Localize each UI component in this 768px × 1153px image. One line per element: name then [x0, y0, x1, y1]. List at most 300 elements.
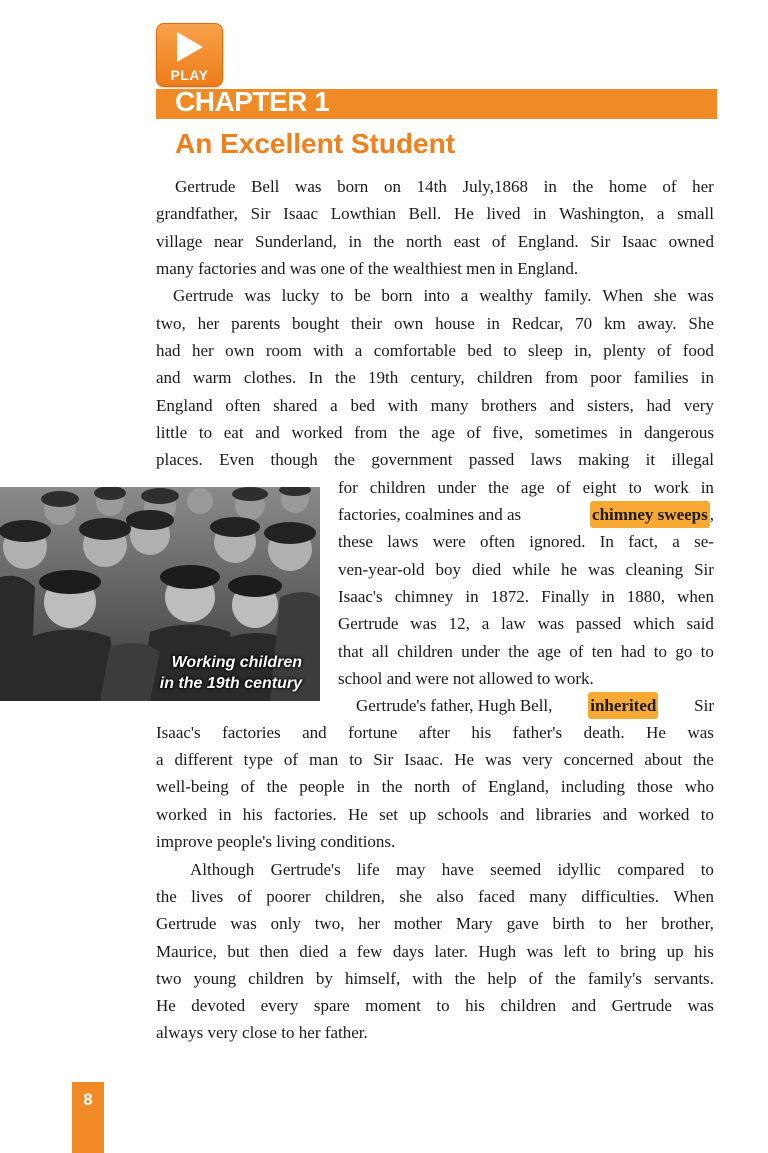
- word: into: [423, 286, 450, 305]
- word: east: [453, 232, 481, 251]
- word: Washington,: [559, 204, 645, 223]
- word: to: [198, 423, 213, 442]
- text-line: [356, 692, 714, 719]
- word: July,1868: [462, 177, 528, 196]
- word: in: [619, 423, 633, 442]
- word: while: [512, 560, 551, 579]
- text-line: [156, 719, 714, 746]
- text-line: factories, coalmines and as chimney sweeps ,: [338, 501, 714, 528]
- word: spare: [313, 996, 350, 1015]
- word: north: [414, 777, 451, 796]
- word: bed: [350, 396, 375, 415]
- word: which: [633, 614, 675, 633]
- word: the: [334, 368, 356, 387]
- word: Hugh: [478, 942, 517, 961]
- text-line: [156, 856, 714, 883]
- word: different: [174, 750, 233, 769]
- word: bed: [467, 341, 492, 360]
- word: He: [347, 805, 368, 824]
- word: of: [283, 750, 299, 769]
- glossary-term-inherited[interactable]: inherited: [588, 692, 658, 719]
- word: and: [156, 368, 181, 387]
- word: the: [488, 478, 509, 497]
- word: eight: [582, 478, 617, 497]
- word: libraries: [535, 805, 592, 824]
- word: little: [156, 423, 188, 442]
- word: In: [599, 532, 614, 551]
- word: when: [677, 587, 714, 606]
- word: in: [700, 368, 714, 387]
- word: and: [549, 396, 575, 415]
- word: of: [349, 259, 364, 278]
- word: in: [533, 204, 547, 223]
- word: close: [242, 1023, 277, 1042]
- text-line: [156, 392, 714, 419]
- working-children-photo: [0, 487, 320, 701]
- word: laws: [387, 532, 419, 551]
- word: though: [270, 450, 318, 469]
- word: and: [499, 805, 525, 824]
- word: home: [608, 177, 647, 196]
- word: shared: [273, 396, 318, 415]
- word: men: [466, 259, 496, 278]
- text-line: [156, 446, 714, 473]
- word: on: [383, 177, 401, 196]
- word: to: [653, 642, 667, 661]
- word: of: [662, 177, 677, 196]
- word: died: [471, 560, 502, 579]
- word: to: [436, 996, 450, 1015]
- word: to: [349, 750, 363, 769]
- word: all: [371, 642, 389, 661]
- word: owned: [668, 232, 714, 251]
- word: food: [682, 341, 714, 360]
- word: her: [191, 341, 214, 360]
- word: Isaac's: [338, 587, 383, 606]
- word: one: [320, 259, 346, 278]
- play-icon: [175, 30, 205, 64]
- word: 70: [575, 314, 593, 333]
- text-line: [156, 200, 714, 227]
- text-line: [338, 583, 714, 610]
- word: Finally: [541, 587, 590, 606]
- word: she: [399, 887, 422, 906]
- word: a: [460, 286, 469, 305]
- text-fragment: factories, coalmines and as: [338, 505, 522, 524]
- word: bring: [620, 942, 657, 961]
- word: his: [465, 996, 485, 1015]
- word: dangerous: [644, 423, 714, 442]
- word: people: [299, 777, 345, 796]
- word: Redcar,: [511, 314, 564, 333]
- word: 12,: [448, 614, 470, 633]
- text-line: [338, 528, 714, 555]
- word: birth: [552, 914, 585, 933]
- word: difficulties.: [581, 887, 660, 906]
- word: of: [462, 777, 477, 796]
- word: of: [569, 642, 584, 661]
- word: death.: [583, 723, 625, 742]
- word: family.: [543, 286, 592, 305]
- word: to: [330, 286, 344, 305]
- word: Isaac: [283, 204, 319, 223]
- word: age: [431, 423, 455, 442]
- word: was: [244, 286, 271, 305]
- word: house: [435, 314, 475, 333]
- text-line: [156, 228, 714, 255]
- word: people's: [216, 832, 272, 851]
- text-fragment: Sir: [694, 696, 714, 715]
- word: from: [354, 423, 388, 442]
- word: grandfather,: [156, 204, 238, 223]
- word: allowed: [478, 669, 533, 688]
- word: her: [692, 177, 714, 196]
- word: be: [354, 286, 371, 305]
- text-line: [156, 938, 714, 965]
- word: near: [214, 232, 244, 251]
- word: chimney: [394, 587, 454, 606]
- word: children,: [324, 887, 385, 906]
- word: plenty: [603, 341, 646, 360]
- word: up: [666, 942, 684, 961]
- word: was: [410, 614, 437, 633]
- chapter-label: CHAPTER 1: [175, 86, 330, 117]
- word: Bell.: [408, 204, 442, 223]
- text-line: [156, 337, 714, 364]
- text-line: [156, 773, 714, 800]
- word: the: [266, 777, 288, 796]
- word: about: [644, 750, 683, 769]
- word: a: [481, 614, 490, 633]
- word: comfortable: [373, 341, 456, 360]
- word: of: [240, 777, 255, 796]
- word: was: [687, 286, 714, 305]
- word: the: [373, 232, 395, 251]
- word: the: [693, 750, 714, 769]
- word: warm: [192, 368, 232, 387]
- word: He: [453, 204, 474, 223]
- word: in: [218, 805, 232, 824]
- photo-caption-line: Working children: [171, 654, 302, 671]
- word: those: [636, 777, 673, 796]
- word: age: [537, 642, 561, 661]
- word: se-: [694, 532, 714, 551]
- word: the: [554, 969, 576, 988]
- word: very: [522, 750, 553, 769]
- word: that: [338, 642, 364, 661]
- word: making: [578, 450, 630, 469]
- word: father's: [512, 723, 563, 742]
- word: and: [571, 996, 597, 1015]
- word: ven-year-old: [338, 560, 425, 579]
- word: 1880,: [626, 587, 666, 606]
- word: She: [688, 314, 714, 333]
- word: Mary: [455, 914, 493, 933]
- word: England: [156, 396, 213, 415]
- word: the: [381, 777, 403, 796]
- word: the: [367, 259, 389, 278]
- word: himself,: [344, 969, 401, 988]
- word: often: [480, 532, 515, 551]
- word: was: [687, 996, 714, 1015]
- word: up: [409, 805, 427, 824]
- word: well-being: [156, 777, 229, 796]
- word: room: [265, 341, 302, 360]
- word: of: [528, 969, 543, 988]
- text-line: [156, 310, 714, 337]
- word: idyllic: [557, 860, 601, 879]
- word: century,: [410, 368, 465, 387]
- word: Isaac.: [404, 750, 444, 769]
- word: life: [357, 860, 380, 879]
- word: often: [225, 396, 261, 415]
- word: children: [397, 642, 453, 661]
- text-line: [156, 910, 714, 937]
- word: places.: [156, 450, 203, 469]
- word: his: [242, 805, 263, 824]
- word: worked: [291, 423, 343, 442]
- word: and: [260, 259, 286, 278]
- word: to: [700, 642, 714, 661]
- word: the: [398, 423, 420, 442]
- word: and: [255, 423, 280, 442]
- word: He: [454, 750, 475, 769]
- word: under: [437, 478, 477, 497]
- word: have: [441, 860, 474, 879]
- word: devoted: [191, 996, 246, 1015]
- word: England.: [517, 232, 579, 251]
- text-line: [156, 282, 714, 309]
- word: very: [207, 1023, 238, 1042]
- word: Sir: [590, 232, 611, 251]
- word: by: [315, 969, 333, 988]
- play-label: PLAY: [170, 67, 209, 83]
- word: children: [369, 478, 426, 497]
- word: in: [601, 587, 615, 606]
- word: eat: [223, 423, 244, 442]
- word: to: [700, 860, 714, 879]
- word: In: [308, 368, 323, 387]
- word: many: [529, 887, 568, 906]
- word: in: [348, 232, 362, 251]
- word: many: [156, 259, 194, 278]
- word: schools: [437, 805, 489, 824]
- word: poorer: [266, 887, 311, 906]
- word: bought: [292, 314, 340, 333]
- word: illegal: [671, 450, 714, 469]
- word: not: [452, 669, 475, 688]
- word: few: [356, 942, 383, 961]
- word: always: [156, 1023, 204, 1042]
- word: fortune: [348, 723, 398, 742]
- word: north: [405, 232, 442, 251]
- word: factories: [198, 259, 257, 278]
- word: to: [598, 914, 612, 933]
- word: wealthiest: [392, 259, 462, 278]
- text-line: [156, 828, 714, 855]
- word: compared: [617, 860, 685, 879]
- word: family's: [587, 969, 642, 988]
- word: government: [371, 450, 453, 469]
- word: a: [656, 204, 665, 223]
- text-line: [338, 665, 714, 692]
- word: born: [381, 286, 413, 305]
- word: servants.: [653, 969, 714, 988]
- word: in: [465, 587, 479, 606]
- word: law: [501, 614, 526, 633]
- word: was: [295, 177, 322, 196]
- text-line: [156, 992, 714, 1019]
- word: village: [156, 232, 203, 251]
- word: father.: [324, 1023, 368, 1042]
- word: to: [281, 1023, 295, 1042]
- word: was: [289, 259, 317, 278]
- word: with: [412, 969, 443, 988]
- word: Gertrude: [338, 614, 399, 633]
- word: his: [694, 942, 714, 961]
- word: factories: [222, 723, 281, 742]
- word: clothes.: [243, 368, 297, 387]
- word: in: [356, 777, 370, 796]
- play-button[interactable]: [156, 23, 223, 87]
- word: children: [500, 996, 557, 1015]
- word: own: [394, 314, 424, 333]
- word: cleaning: [625, 560, 684, 579]
- word: England.: [517, 259, 579, 278]
- word: Isaac: [621, 232, 657, 251]
- word: He: [156, 996, 176, 1015]
- word: died: [299, 942, 329, 961]
- word: five,: [492, 423, 524, 442]
- word: then: [259, 942, 289, 961]
- text-line: [156, 746, 714, 773]
- word: wealthy: [479, 286, 534, 305]
- word: a: [354, 341, 363, 360]
- word: poor: [590, 368, 622, 387]
- word: had: [646, 396, 671, 415]
- word: brother,: [661, 914, 714, 933]
- word: small: [677, 204, 714, 223]
- text-line: [156, 883, 714, 910]
- word: later.: [434, 942, 468, 961]
- word: was: [485, 750, 512, 769]
- word: it: [645, 450, 656, 469]
- text-line: [156, 1019, 714, 1046]
- word: sleep: [527, 341, 563, 360]
- glossary-term-chimney-sweeps[interactable]: chimney sweeps: [590, 501, 710, 528]
- word: were: [432, 532, 466, 551]
- word: to: [503, 341, 517, 360]
- word: worked: [638, 805, 690, 824]
- word: young: [193, 969, 237, 988]
- text-line: [338, 474, 714, 501]
- word: many: [430, 396, 469, 415]
- word: said: [686, 614, 714, 633]
- word: Gertrude: [175, 177, 236, 196]
- word: left: [563, 942, 587, 961]
- word: in: [700, 478, 714, 497]
- word: km: [603, 314, 626, 333]
- word: was: [230, 914, 257, 933]
- word: work: [653, 478, 689, 497]
- word: own: [225, 341, 255, 360]
- word: Gertrude: [156, 914, 217, 933]
- word: for: [338, 478, 358, 497]
- word: including: [560, 777, 626, 796]
- word: He: [646, 723, 666, 742]
- word: with: [313, 341, 344, 360]
- word: Gertrude: [611, 996, 672, 1015]
- word: go: [675, 642, 693, 661]
- word: Sir: [694, 560, 714, 579]
- word: passed: [468, 450, 515, 469]
- word: a: [330, 396, 338, 415]
- word: Lowthian: [330, 204, 396, 223]
- word: the: [572, 177, 594, 196]
- word: children: [476, 368, 533, 387]
- word: after: [418, 723, 450, 742]
- word: Even: [219, 450, 255, 469]
- photo-caption-line: in the 19th century: [159, 675, 302, 692]
- word: boy: [435, 560, 461, 579]
- word: ten: [591, 642, 613, 661]
- word: to: [700, 805, 714, 824]
- word: in: [499, 259, 513, 278]
- word: gave: [506, 914, 539, 933]
- text-line: [156, 364, 714, 391]
- word: from: [544, 368, 578, 387]
- word: days: [392, 942, 425, 961]
- word: Maurice,: [156, 942, 217, 961]
- word: was: [537, 614, 565, 633]
- word: may: [396, 860, 426, 879]
- word: age: [520, 478, 545, 497]
- word: of: [491, 232, 506, 251]
- word: When: [673, 887, 714, 906]
- word: 1872.: [490, 587, 529, 606]
- photo-caption: [160, 652, 302, 694]
- page-number: 8: [83, 1090, 93, 1109]
- word: two,: [314, 914, 345, 933]
- word: the: [508, 642, 530, 661]
- word: who: [684, 777, 714, 796]
- word: brothers: [481, 396, 537, 415]
- word: set: [379, 805, 398, 824]
- word: of: [466, 423, 481, 442]
- word: in,: [574, 341, 592, 360]
- word: mother: [393, 914, 443, 933]
- word: When: [602, 286, 643, 305]
- word: had: [620, 642, 646, 661]
- word: was: [526, 942, 554, 961]
- word: her: [358, 914, 381, 933]
- word: their: [351, 314, 383, 333]
- word: two,: [156, 314, 186, 333]
- word: Isaac's: [156, 723, 201, 742]
- text-line: [338, 556, 714, 583]
- word: moment: [365, 996, 421, 1015]
- word: families: [633, 368, 689, 387]
- word: Although: [190, 860, 255, 879]
- word: the: [454, 969, 476, 988]
- word: a: [156, 750, 164, 769]
- word: children: [248, 969, 304, 988]
- word: Bell: [251, 177, 280, 196]
- word: under: [461, 642, 500, 661]
- text-line: [156, 801, 714, 828]
- word: help: [487, 969, 517, 988]
- word: was: [588, 560, 615, 579]
